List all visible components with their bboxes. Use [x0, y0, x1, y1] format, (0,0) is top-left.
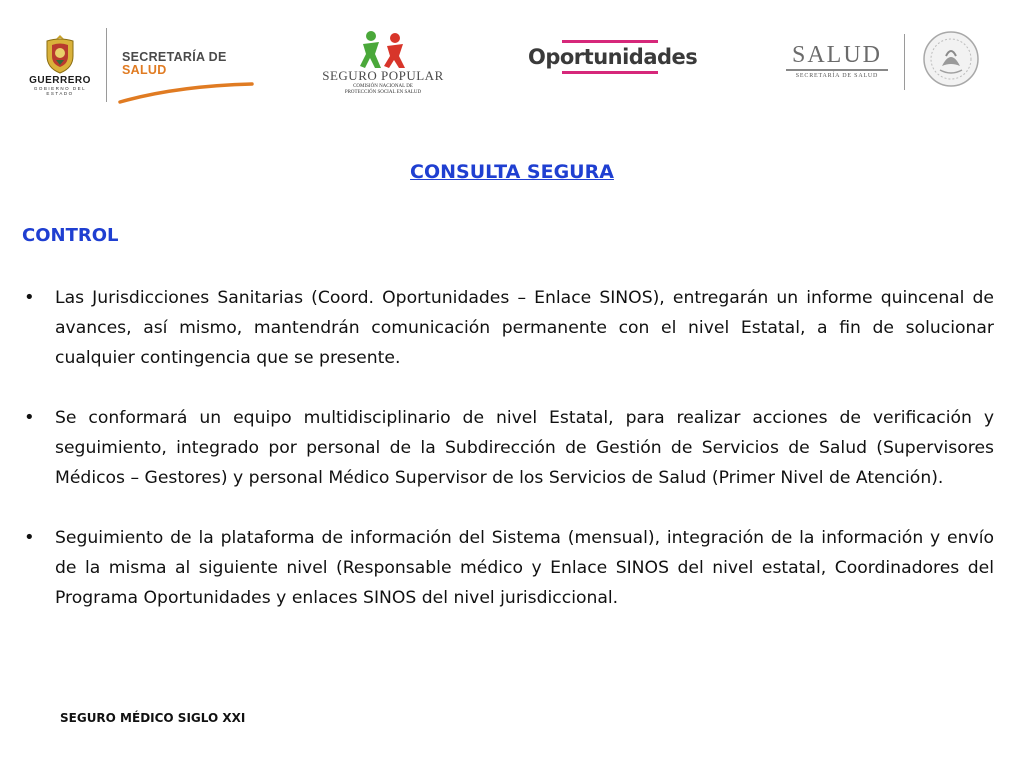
guerrero-logo: [24, 34, 96, 104]
seguro-popular-sub2: PROTECCIÓN SOCIAL EN SALUD: [344, 90, 422, 95]
people-figures-icon: [353, 30, 413, 70]
bullet-list: [22, 283, 994, 643]
logo-header: [0, 0, 1024, 120]
salud-underline: [786, 69, 888, 71]
guerrero-name: GUERRERO: [29, 75, 91, 86]
section-subtitle: CONTROL: [22, 225, 119, 246]
orange-swoosh-icon: [116, 72, 256, 106]
list-item: [22, 523, 994, 613]
salud-federal-logo: [780, 42, 894, 88]
secretaria-line2: SALUD: [122, 63, 167, 77]
seguro-popular-sub1: COMISIÓN NACIONAL DE: [353, 84, 413, 89]
seal-divider: [904, 34, 905, 90]
salud-subtitle: SECRETARÍA DE SALUD: [795, 73, 879, 79]
footer-program-name: SEGURO MÉDICO SIGLO XXI: [60, 711, 246, 725]
slide-title: CONSULTA SEGURA: [410, 161, 614, 183]
logo-divider: [106, 28, 107, 102]
oportunidades-bottom-bar: [562, 71, 658, 74]
secretaria-salud-logo: [122, 50, 262, 110]
mexico-seal-icon: [922, 30, 980, 88]
bullet-text: Las Jurisdicciones Sanitarias (Coord. Oportunidades – Enlace SINOS), entregarán un informe quincenal de avances, así mismo, mantendrán comunicación permanente con el nivel Estatal, a fin de solucionar cualquier contingencia que se presente.: [55, 288, 994, 368]
guerrero-subtitle: GOBIERNO DEL ESTADO: [33, 86, 87, 96]
bullet-text: Se conformará un equipo multidisciplinario de nivel Estatal, para realizar acciones de verificación y seguimiento, integrado por personal de la Subdirección de Gestión de Servicios de Salud (Supervisores Médicos – Gestores) y personal Médico Supervisor de los Servicios de Salud (Primer Nivel de Atención).: [55, 408, 994, 488]
bullet-text: Seguimiento de la plataforma de información del Sistema (mensual), integración de la información y envío de la misma al siguiente nivel (Responsable médico y Enlace SINOS del nivel estatal, Coordinadores del Programa Oportunidades y enlaces SINOS del nivel jurisdiccional.: [55, 528, 994, 608]
salud-name: SALUD: [791, 42, 882, 68]
oportunidades-top-bar: [562, 40, 658, 43]
bullet-dot: •: [24, 407, 35, 428]
bullet-dot: •: [24, 527, 35, 548]
list-item: [22, 283, 994, 373]
guerrero-shield-icon: [42, 34, 78, 74]
bullet-dot: •: [24, 287, 35, 308]
list-item: [22, 403, 994, 493]
seguro-popular-logo: [322, 30, 444, 110]
secretaria-line1: SECRETARÍA DE: [122, 50, 227, 64]
oportunidades-logo: [528, 40, 698, 76]
seguro-popular-name: SEGURO POPULAR: [322, 68, 444, 83]
oportunidades-name: Oportunidades: [528, 45, 698, 69]
